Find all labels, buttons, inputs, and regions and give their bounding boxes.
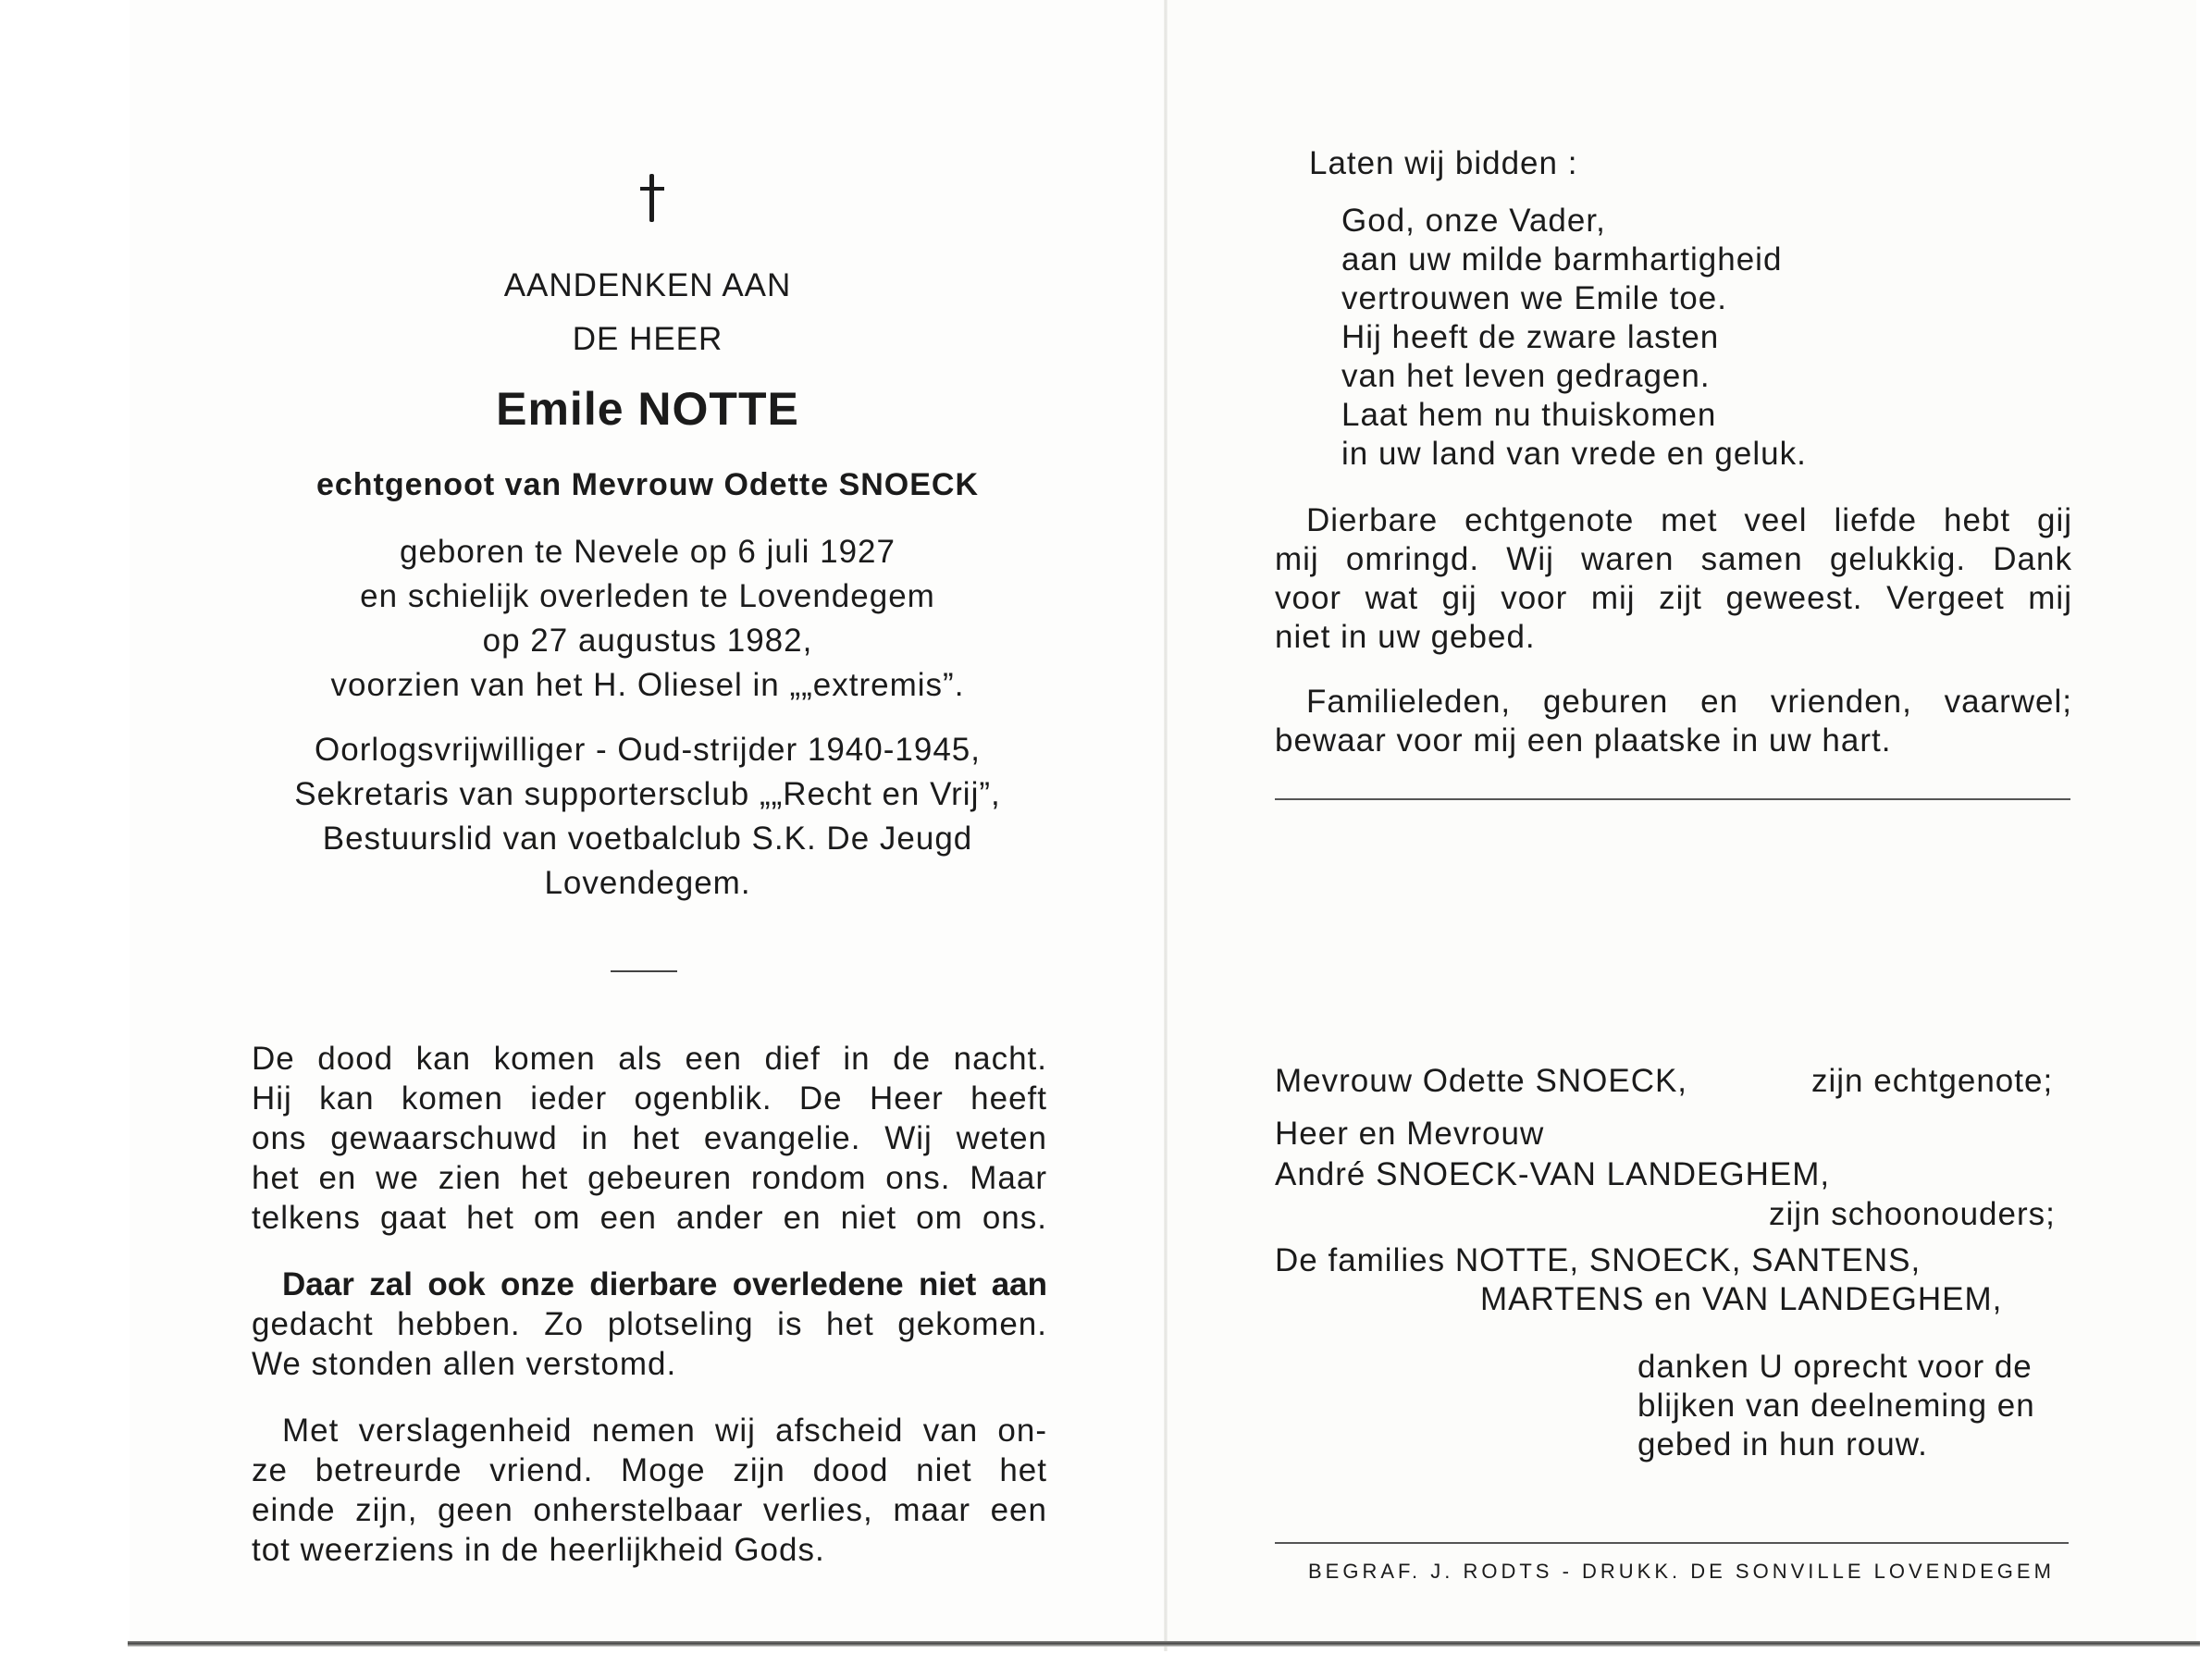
family-parents-role: zijn schoonouders; (1769, 1196, 2056, 1232)
paragraph-line: Met verslagenheid nemen wij afscheid van on- (282, 1413, 1047, 1449)
paragraph-line: Familieleden, geburen en vrienden, vaarwel; (1306, 684, 2072, 720)
roles-line: Oorlogsvrijwilliger - Oud-strijder 1940-1945, (315, 732, 981, 768)
divider (1275, 798, 2070, 800)
heading-line-1: AANDENKEN AAN (503, 267, 792, 303)
paragraph-line: Hij kan komen ieder ogenblik. De Heer heeft (252, 1080, 1047, 1117)
cross-icon (638, 174, 666, 222)
prayer-line: in uw land van vrede en geluk. (1341, 436, 1807, 472)
paragraph-line: bewaar voor mij een plaatske in uw hart. (1275, 722, 1892, 759)
thanks-line: blijken van deelneming en (1637, 1388, 2035, 1424)
paragraph-line: telkens gaat het om een ander en niet om ons. (252, 1200, 1047, 1236)
prayer-line: vertrouwen we Emile toe. (1341, 280, 1727, 316)
paragraph-line: ze betreurde vriend. Moge zijn dood niet het (252, 1452, 1047, 1488)
spouse-line: echtgenoot van Mevrouw Odette SNOECK (315, 467, 980, 502)
family-spouse-role: zijn echtgenote; (1811, 1063, 2054, 1099)
prayer-intro: Laten wij bidden : (1309, 145, 1578, 181)
roles-line: Bestuurslid van voetbalclub S.K. De Jeugd (322, 821, 973, 857)
bio-line: geboren te Nevele op 6 juli 1927 (400, 534, 896, 570)
paragraph-line: Dierbare echtgenote met veel liefde hebt gij (1306, 502, 2072, 538)
prayer-line: aan uw milde barmhartigheid (1341, 241, 1783, 278)
bio-line: op 27 augustus 1982, (482, 623, 813, 659)
prayer-line: Laat hem nu thuiskomen (1341, 397, 1717, 433)
paragraph-line: tot weerziens in de heerlijkheid Gods. (252, 1532, 825, 1568)
footer-divider (1275, 1542, 2069, 1544)
family-spouse-name: Mevrouw Odette SNOECK, (1275, 1063, 1688, 1099)
paragraph-line: einde zijn, geen onherstelbaar verlies, maar een (252, 1492, 1047, 1528)
bio-line: voorzien van het H. Oliesel in „„extremis”. (330, 667, 965, 703)
heading-line-2: DE HEER (572, 321, 723, 357)
family-families-line: De families NOTTE, SNOECK, SANTENS, (1275, 1242, 1922, 1278)
thanks-line: danken U oprecht voor de (1637, 1349, 2033, 1385)
paragraph-line: niet in uw gebed. (1275, 619, 1536, 655)
bio-line: en schielijk overleden te Lovendegem (360, 578, 935, 614)
printer-credit: BEGRAF. J. RODTS - DRUKK. DE SONVILLE LOVENDEGEM (1308, 1560, 2055, 1583)
divider (611, 970, 677, 972)
family-families-line: MARTENS en VAN LANDEGHEM, (1480, 1281, 2003, 1317)
prayer-line: God, onze Vader, (1341, 203, 1606, 239)
family-parents-line: André SNOECK-VAN LANDEGHEM, (1275, 1156, 1831, 1192)
paragraph-line: mij omringd. Wij waren samen gelukkig. Dank (1275, 541, 2072, 577)
paragraph-line: voor wat gij voor mij zijt geweest. Vergeet mij (1275, 580, 2072, 616)
family-parents-line: Heer en Mevrouw (1275, 1116, 1545, 1152)
paragraph-line: het en we zien het gebeuren rondom ons. Maar (252, 1160, 1047, 1196)
prayer-line: van het leven gedragen. (1341, 358, 1711, 394)
paragraph-line: We stonden allen verstomd. (252, 1346, 677, 1382)
paragraph-line: De dood kan komen als een dief in de nacht. (252, 1041, 1047, 1077)
thanks-line: gebed in hun rouw. (1637, 1426, 1928, 1462)
roles-line: Lovendegem. (544, 865, 751, 901)
bottom-edge-shadow (128, 1641, 2200, 1647)
paragraph-line: Daar zal ook onze dierbare overledene niet aan (282, 1266, 1047, 1302)
deceased-name: Emile NOTTE (496, 383, 799, 435)
paragraph-line: ons gewaarschuwd in het evangelie. Wij weten (252, 1120, 1047, 1156)
paragraph-line: gedacht hebben. Zo plotseling is het gekomen. (252, 1306, 1047, 1342)
roles-line: Sekretaris van supportersclub „„Recht en Vrij”, (294, 776, 1001, 812)
fold-line (1164, 0, 1168, 1651)
prayer-line: Hij heeft de zware lasten (1341, 319, 1720, 355)
